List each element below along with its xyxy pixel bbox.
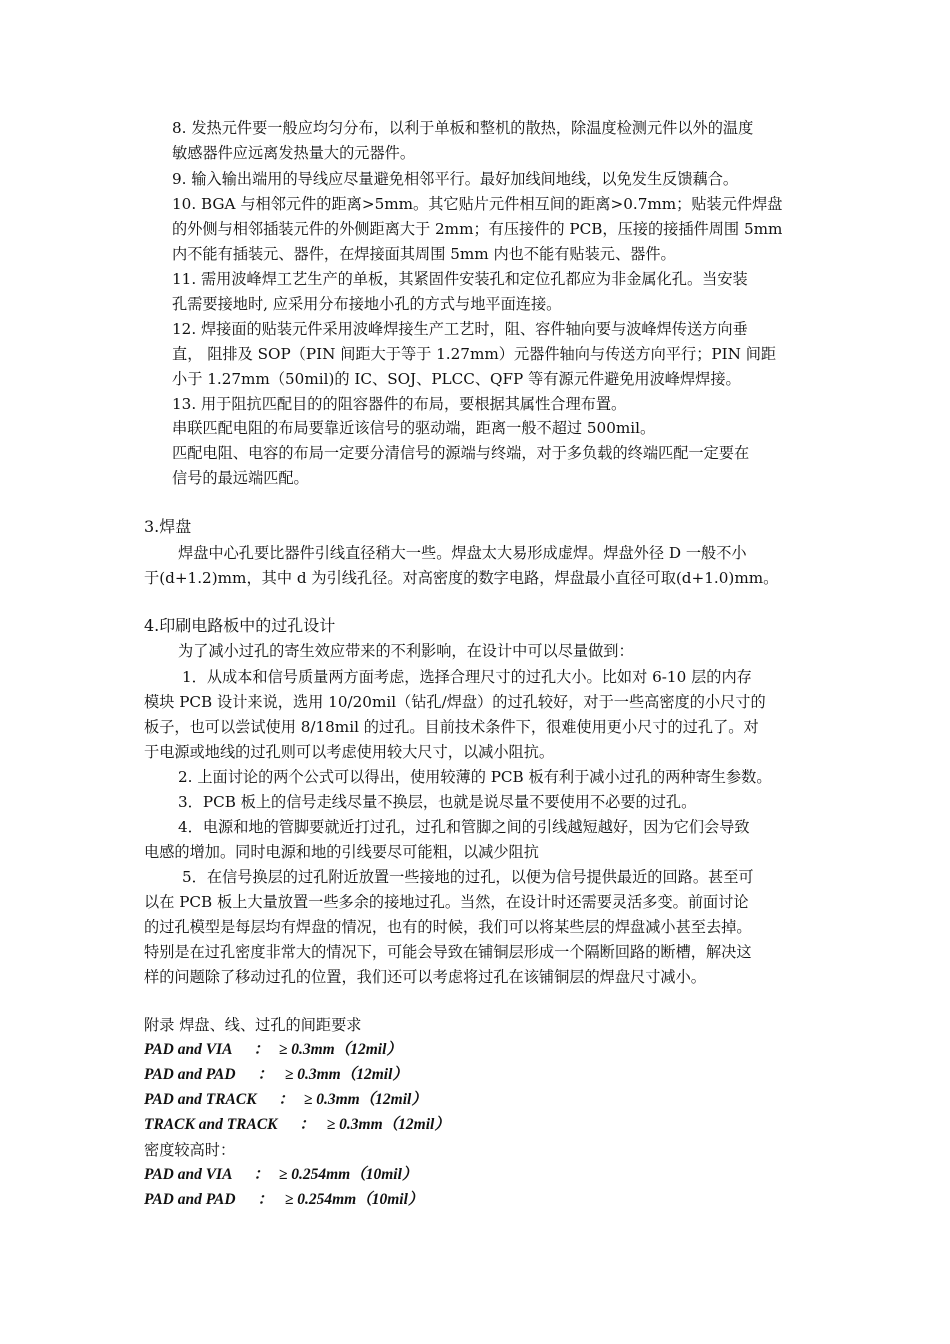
list-item-12-line-1: 12. 焊接面的贴装元件采用波峰焊接生产工艺时，阻、容件轴向要与波峰焊传送方向垂 <box>172 320 748 338</box>
rule-sep: ： <box>257 1191 273 1208</box>
rule-value: ≥ 0.3mm（12mil） <box>278 1041 402 1058</box>
section-4-p5-line-4: 特别是在过孔密度非常大的情况下，可能会导致在铺铜层形成一个隔断回路的断槽，解决这 <box>144 943 752 961</box>
rule-pair: TRACK and TRACK <box>144 1116 278 1133</box>
list-item-13-line-1: 13. 用于阻抗匹配目的的阻容器件的布局，要根据其属性合理布置。 <box>172 395 627 413</box>
rule-value: ≥ 0.254mm（10mil） <box>284 1191 424 1208</box>
rule-pair: PAD and VIA <box>144 1041 232 1058</box>
rule-high-density-pad-via <box>144 1165 417 1185</box>
section-4-p1-line-4: 于电源或地线的过孔则可以考虑使用较大尺寸，以减小阻抗。 <box>144 743 555 761</box>
section-4-p4-line-2: 电感的增加。同时电源和地的引线要尽可能粗，以减少阻抗 <box>144 843 539 861</box>
list-item-10-line-1: 10. BGA 与相邻元件的距离>5mm。其它贴片元件相互间的距离>0.7mm；贴装元件焊盘 <box>172 195 783 213</box>
section-4-p5-line-2: 以在 PCB 板上大量放置一些多余的接地过孔。当然，在设计时还需要灵活多变。前面讨论 <box>144 893 749 911</box>
rule-sep: ： <box>257 1066 273 1083</box>
list-item-13-note-line-1: 串联匹配电阻的布局要靠近该信号的驱动端，距离一般不超过 500mil。 <box>172 419 656 437</box>
list-item-13-note2-line-2: 信号的最远端匹配。 <box>172 469 309 487</box>
section-4-p5-line-1: 5．在信号换层的过孔附近放置一些接地的过孔，以便为信号提供最近的回路。甚至可 <box>182 868 754 886</box>
rule-pair: PAD and VIA <box>144 1166 232 1183</box>
rule-track-track <box>144 1115 450 1135</box>
section-4-p5-line-5: 样的问题除了移动过孔的位置，我们还可以考虑将过孔在该铺铜层的焊盘尺寸减小。 <box>144 968 706 986</box>
list-item-11-line-2: 孔需要接地时, 应采用分布接地小孔的方式与地平面连接。 <box>172 295 562 313</box>
appendix-title: 附录 焊盘、线、过孔的间距要求 <box>144 1016 362 1034</box>
section-4-p2-line-1: 2. 上面讨论的两个公式可以得出，使用较薄的 PCB 板有利于减小过孔的两种寄生参数。 <box>178 768 772 786</box>
section-4-p1-line-3: 板子，也可以尝试使用 8/18mil 的过孔。目前技术条件下，很难使用更小尺寸的过孔了。对 <box>144 718 759 736</box>
rule-pad-via <box>144 1040 402 1060</box>
list-item-12-line-2: 直， 阻排及 SOP（PIN 间距大于等于 1.27mm）元器件轴向与传送方向平行；PIN 间距 <box>172 345 777 363</box>
rule-pad-track <box>144 1090 427 1110</box>
section-3-heading: 3.焊盘 <box>144 517 192 536</box>
rule-pair: PAD and TRACK <box>144 1091 257 1108</box>
section-4-intro: 为了减小过孔的寄生效应带来的不利影响，在设计中可以尽量做到： <box>178 642 634 660</box>
section-3-line-1: 焊盘中心孔要比器件引线直径稍大一些。焊盘太大易形成虚焊。焊盘外径 D 一般不小 <box>178 544 747 562</box>
section-3-line-2: 于(d+1.2)mm，其中 d 为引线孔径。对高密度的数字电路，焊盘最小直径可取(d+1.0)mm。 <box>144 569 779 587</box>
section-4-p5-line-3: 的过孔模型是每层均有焊盘的情况，也有的时候，我们可以将某些层的焊盘减小甚至去掉。 <box>144 918 752 936</box>
rule-sep: ： <box>253 1041 269 1058</box>
list-item-9-line-1: 9. 输入输出端用的导线应尽量避免相邻平行。最好加线间地线，以免发生反馈藕合。 <box>172 170 739 188</box>
section-4-p4-line-1: 4．电源和地的管脚要就近打过孔，过孔和管脚之间的引线越短越好，因为它们会导致 <box>178 818 750 836</box>
rule-sep: ： <box>299 1116 315 1133</box>
list-item-8-line-1: 8. 发热元件要一般应均匀分布，以利于单板和整机的散热，除温度检测元件以外的温度 <box>172 119 754 137</box>
list-item-8-line-2: 敏感器件应远离发热量大的元器件。 <box>172 144 415 162</box>
section-4-p3-line-1: 3．PCB 板上的信号走线尽量不换层，也就是说尽量不要使用不必要的过孔。 <box>178 793 697 811</box>
list-item-10-line-2: 的外侧与相邻插装元件的外侧距离大于 2mm；有压接件的 PCB，压接的接插件周围 5mm <box>172 220 783 238</box>
rule-pad-pad <box>144 1065 408 1085</box>
list-item-12-line-3: 小于 1.27mm（50mil)的 IC、SOJ、PLCC、QFP 等有源元件避免用波峰焊焊接。 <box>172 370 741 388</box>
section-4-heading: 4.印刷电路板中的过孔设计 <box>144 616 336 635</box>
list-item-13-note2-line-1: 匹配电阻、电容的布局一定要分清信号的源端与终端，对于多负载的终端匹配一定要在 <box>172 444 750 462</box>
rule-value: ≥ 0.3mm（12mil） <box>284 1066 408 1083</box>
rule-value: ≥ 0.254mm（10mil） <box>278 1166 418 1183</box>
high-density-label: 密度较高时： <box>144 1141 236 1159</box>
rule-pair: PAD and PAD <box>144 1066 236 1083</box>
rule-sep: ： <box>253 1166 269 1183</box>
rule-value: ≥ 0.3mm（12mil） <box>303 1091 427 1108</box>
rule-sep: ： <box>278 1091 294 1108</box>
list-item-10-line-3: 内不能有插装元、器件，在焊接面其周围 5mm 内也不能有贴装元、器件。 <box>172 245 676 263</box>
rule-high-density-pad-pad <box>144 1190 423 1210</box>
rule-value: ≥ 0.3mm（12mil） <box>326 1116 450 1133</box>
list-item-11-line-1: 11. 需用波峰焊工艺生产的单板，其紧固件安装孔和定位孔都应为非金属化孔。当安装 <box>172 270 748 288</box>
rule-pair: PAD and PAD <box>144 1191 236 1208</box>
section-4-p1-line-2: 模块 PCB 设计来说，选用 10/20mil（钻孔/焊盘）的过孔较好，对于一些高密度的小尺寸的 <box>144 693 766 711</box>
section-4-p1-line-1: 1．从成本和信号质量两方面考虑，选择合理尺寸的过孔大小。比如对 6-10 层的内存 <box>182 668 752 686</box>
